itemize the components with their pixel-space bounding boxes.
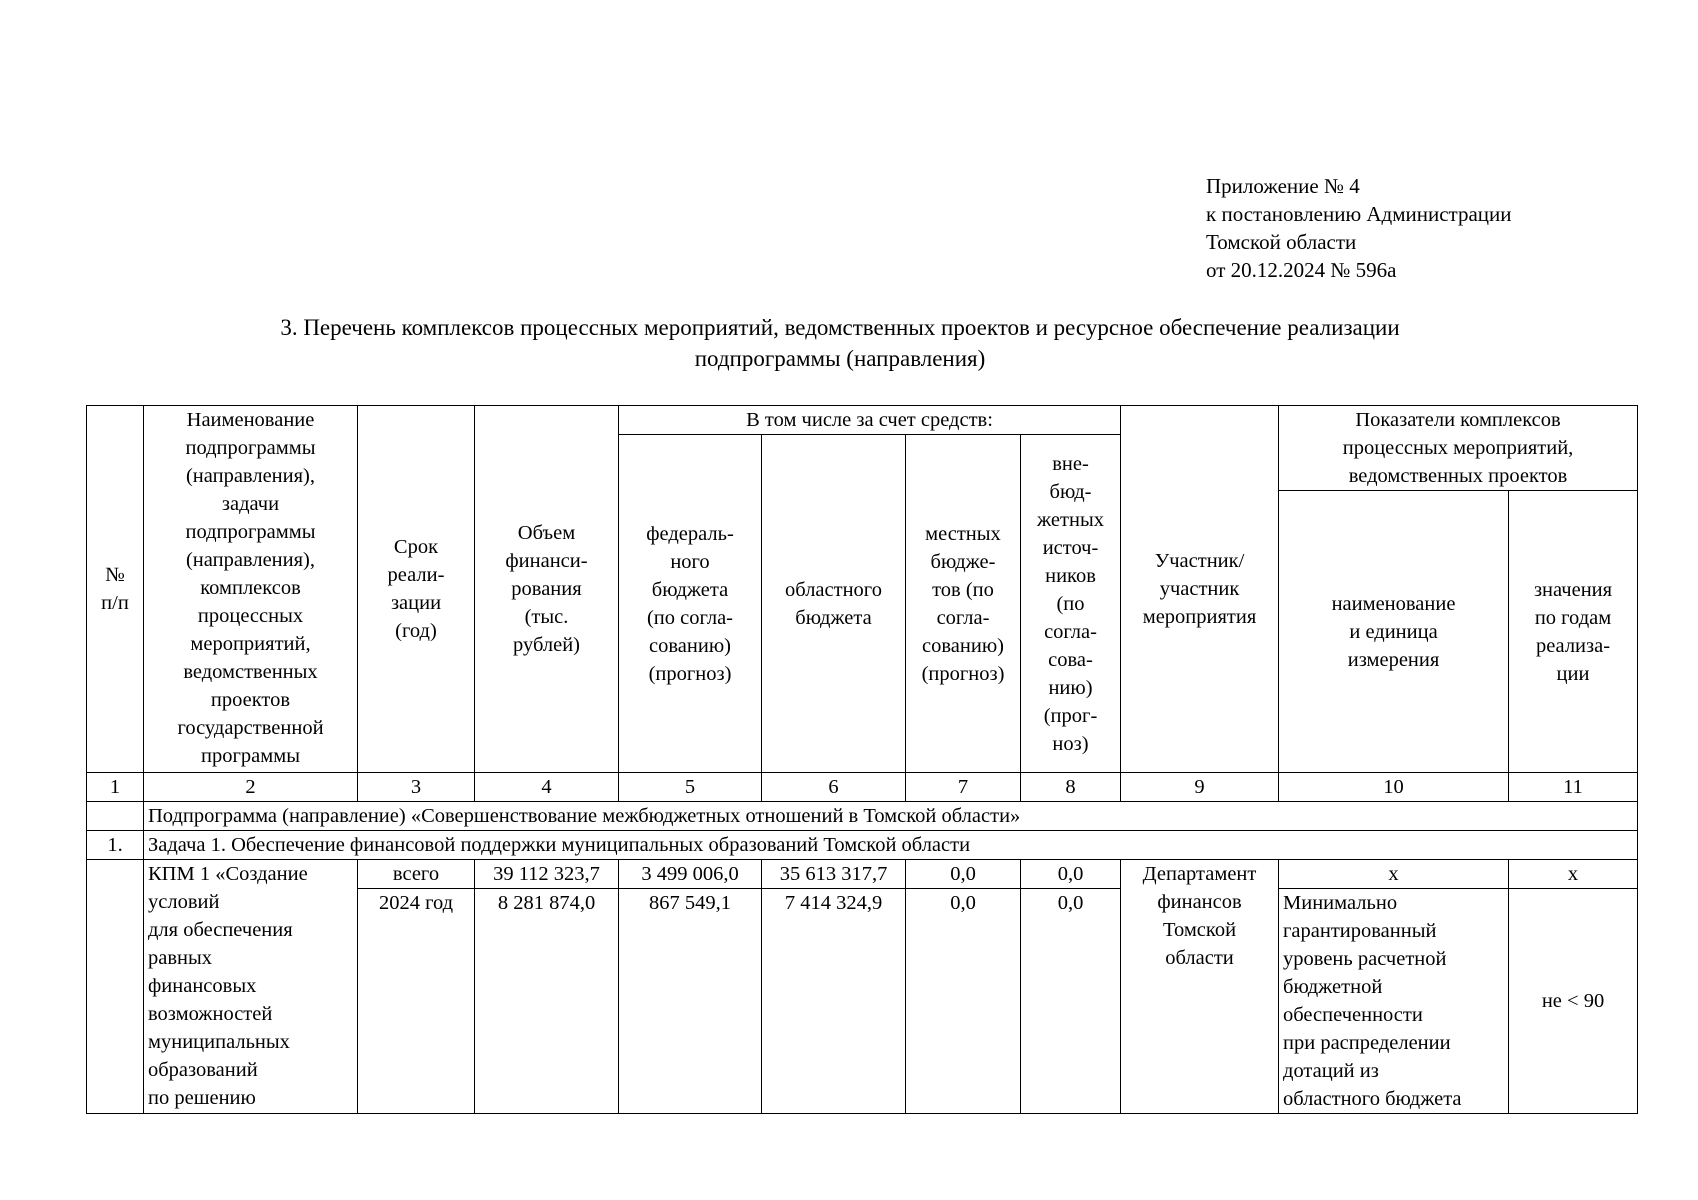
column-number: 10 xyxy=(1279,773,1509,802)
column-number: 6 xyxy=(762,773,906,802)
task-title: Задача 1. Обеспечение финансовой поддержки муниципальных образований Томской области xyxy=(144,831,1638,860)
appendix-line: от 20.12.2024 № 596а xyxy=(1206,258,1397,282)
appendix-block xyxy=(1206,172,1512,284)
volume-cell: 39 112 323,7 xyxy=(475,860,619,889)
title-line: 3. Перечень комплексов процессных мероприятий, ведомственных проектов и ресурсное обеспечение реализации xyxy=(280,315,1400,340)
column-number: 7 xyxy=(906,773,1021,802)
title-line: подпрограммы (направления) xyxy=(694,346,986,371)
header-name: Наименование подпрограммы (направления), задачи подпрограммы (направления), комплексов процессных мероприятий, ведомственных проектов государственной программы xyxy=(144,406,358,773)
subprogram-row xyxy=(87,802,1638,831)
header-extra: вне- бюд- жетных источ- ников (по согла- сова- нию) (прог- ноз) xyxy=(1021,435,1121,773)
header-term: Срок реали- зации (год) xyxy=(358,406,475,773)
header-including: В том числе за счет средств: xyxy=(619,406,1121,435)
column-numbers-row xyxy=(87,773,1638,802)
extra-cell: 0,0 xyxy=(1021,860,1121,889)
volume-cell: 8 281 874,0 xyxy=(475,889,619,1114)
term-cell: всего xyxy=(358,860,475,889)
regional-cell: 35 613 317,7 xyxy=(762,860,906,889)
column-number: 2 xyxy=(144,773,358,802)
document-title xyxy=(140,312,1540,374)
appendix-line: к постановлению Администрации xyxy=(1206,202,1512,226)
header-local: местных бюдже- тов (по согла- сованию) (прогноз) xyxy=(906,435,1021,773)
header-federal: федераль- ного бюджета (по согла- сованию) (прогноз) xyxy=(619,435,762,773)
federal-cell: 3 499 006,0 xyxy=(619,860,762,889)
header-indicators: Показатели комплексов процессных мероприятий, ведомственных проектов xyxy=(1279,406,1638,491)
subprogram-title: Подпрограмма (направление) «Совершенствование межбюджетных отношений в Томской области» xyxy=(144,802,1638,831)
column-number: 8 xyxy=(1021,773,1121,802)
column-number: 11 xyxy=(1509,773,1638,802)
column-number: 3 xyxy=(358,773,475,802)
measures-table xyxy=(86,405,1638,1114)
appendix-line: Томской области xyxy=(1206,230,1357,254)
header-indicator-name: наименование и единица измерения xyxy=(1279,491,1509,773)
local-cell: 0,0 xyxy=(906,860,1021,889)
task-row xyxy=(87,831,1638,860)
kpm-name: КПМ 1 «Создание условий для обеспечения равных финансовых возможностей муниципальных образований по решению xyxy=(144,860,358,1114)
column-number: 1 xyxy=(87,773,144,802)
column-number: 5 xyxy=(619,773,762,802)
local-cell: 0,0 xyxy=(906,889,1021,1114)
term-cell: 2024 год xyxy=(358,889,475,1114)
empty-cell xyxy=(87,860,144,1114)
federal-cell: 867 549,1 xyxy=(619,889,762,1114)
indicator-value-cell: не < 90 xyxy=(1509,889,1638,1114)
task-number: 1. xyxy=(87,831,144,860)
indicator-name-cell: Минимально гарантированный уровень расчетной бюджетной обеспеченности при распределении дотаций из областного бюджета xyxy=(1279,889,1509,1114)
extra-cell: 0,0 xyxy=(1021,889,1121,1114)
header-regional: областного бюджета xyxy=(762,435,906,773)
header-num: № п/п xyxy=(87,406,144,773)
indicator-value-cell: х xyxy=(1509,860,1638,889)
participant-cell: Департамент финансов Томской области xyxy=(1121,860,1279,1114)
appendix-line: Приложение № 4 xyxy=(1206,174,1360,198)
regional-cell: 7 414 324,9 xyxy=(762,889,906,1114)
column-number: 4 xyxy=(475,773,619,802)
header-volume: Объем финанси- рования (тыс. рублей) xyxy=(475,406,619,773)
kpm-total-row xyxy=(87,860,1638,889)
column-number: 9 xyxy=(1121,773,1279,802)
empty-cell xyxy=(87,802,144,831)
header-indicator-values: значения по годам реализа- ции xyxy=(1509,491,1638,773)
indicator-name-cell: х xyxy=(1279,860,1509,889)
header-participant: Участник/ участник мероприятия xyxy=(1121,406,1279,773)
